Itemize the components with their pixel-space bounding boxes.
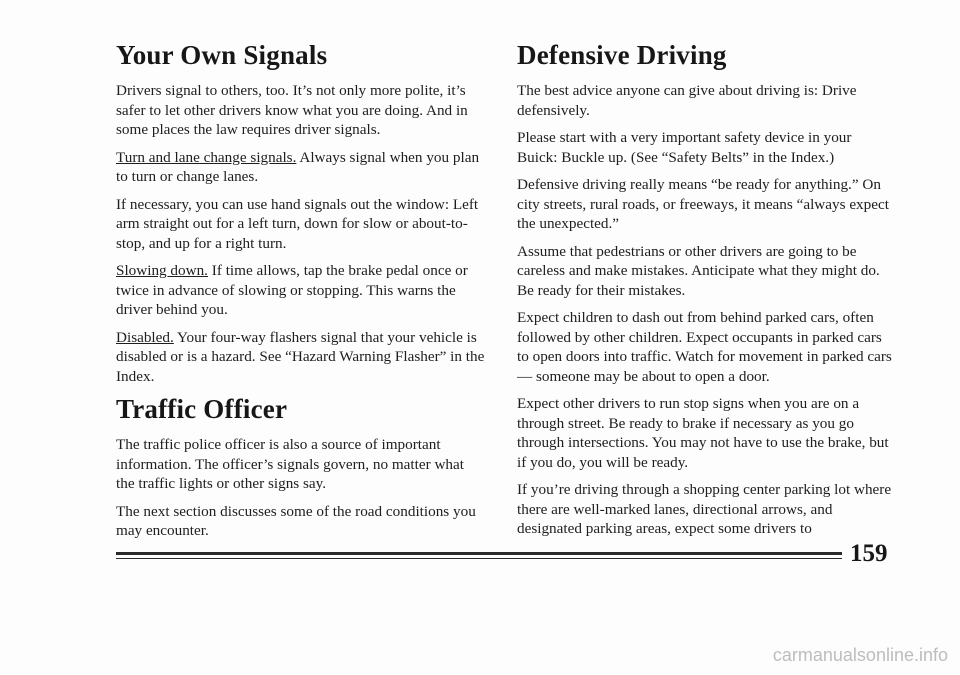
footer-rule-thin xyxy=(116,558,842,559)
left-column xyxy=(116,40,486,549)
paragraph-be-ready: Defensive driving really means “be ready for anything.” On city streets, rural roads, or freeways, it means “always expect the unexpected.” xyxy=(517,176,889,232)
heading-defensive-driving: Defensive Driving xyxy=(517,40,727,70)
paragraph-next-section: The next section discusses some of the road conditions you may encounter. xyxy=(116,502,476,539)
paragraph-best-advice: The best advice anyone can give about driving is: Drive defensively. xyxy=(517,82,857,119)
page-number: 159 xyxy=(850,540,888,567)
paragraph-disabled: Disabled. Your four-way flashers signal that your vehicle is disabled or is a hazard. See “Hazard Warning Flasher” in the Index. xyxy=(116,328,485,385)
heading-traffic-officer: Traffic Officer xyxy=(116,394,288,424)
paragraph-turn-signals: Turn and lane change signals. Always signal when you plan to turn or change lanes. xyxy=(116,148,480,185)
paragraph-assume: Assume that pedestrians or other drivers are going to be careless and make mistakes. Anticipate what they might do. Be ready for their mistakes. xyxy=(517,242,880,299)
footer-rule xyxy=(116,552,842,560)
paragraph-stop-signs: Expect other drivers to run stop signs when you are on a through street. Be ready to brake if necessary as you go through intersections. You may not have to use the brake, but if you do, you will be ready. xyxy=(517,395,889,471)
paragraph-intro: Drivers signal to others, too. It’s not only more polite, it’s safer to let other drivers know what you are doing. And in some places the law requires driver signals. xyxy=(116,82,468,138)
right-column xyxy=(517,40,892,547)
paragraph-buckle-up: Please start with a very important safety device in your Buick: Buckle up. (See “Safety Belts” in the Index.) xyxy=(517,129,852,166)
heading-your-own-signals: Your Own Signals xyxy=(116,40,328,70)
watermark: carmanualsonline.info xyxy=(772,645,948,665)
paragraph-children: Expect children to dash out from behind parked cars, often followed by other children. Expect occupants in parked cars to open doors into traffic. Watch for movement in parked cars — someone may be about to open a door. xyxy=(517,309,892,385)
paragraph-traffic-officer: The traffic police officer is also a source of important information. The officer’s signals govern, no matter what the traffic lights or other signs say. xyxy=(116,436,464,492)
label-disabled: Disabled. xyxy=(116,328,174,346)
paragraph-hand-signals: If necessary, you can use hand signals out the window: Left arm straight out for a left turn, down for slow or about-to-stop, and up for a right turn. xyxy=(116,195,479,252)
label-turn-signals: Turn and lane change signals. xyxy=(116,148,297,166)
label-slowing-down: Slowing down. xyxy=(116,262,208,279)
footer-rule-thick xyxy=(116,552,842,555)
paragraph-slowing-down: Slowing down. If time allows, tap the brake pedal once or twice in advance of slowing or stopping. This warns the driver behind you. xyxy=(116,262,468,318)
paragraph-parking-lot: If you’re driving through a shopping center parking lot where there are well-marked lanes, directional arrows, and designated parking areas, expect some drivers to xyxy=(517,481,892,537)
